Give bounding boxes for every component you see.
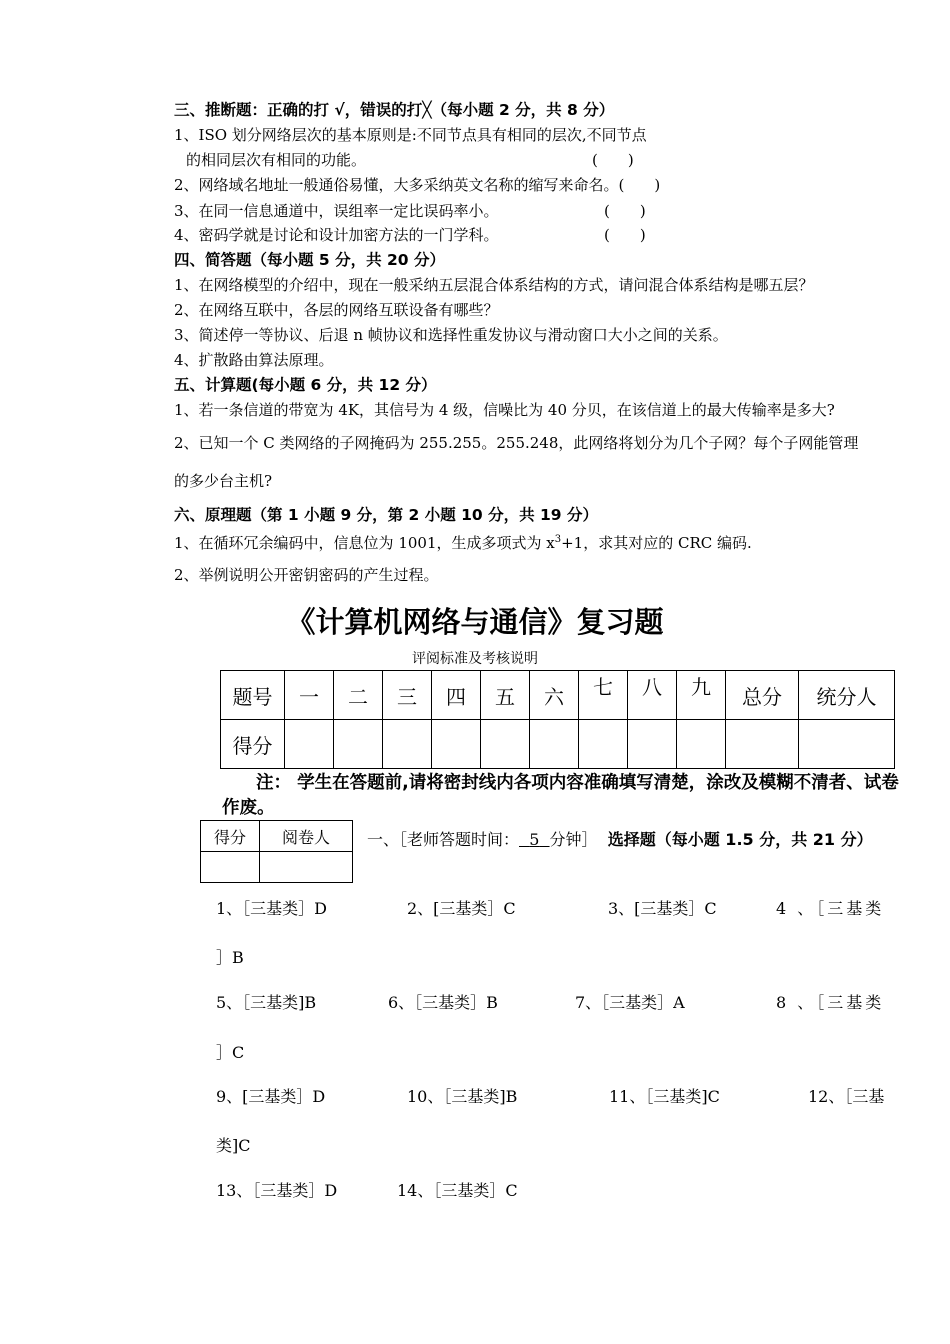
score-input-6[interactable]	[530, 720, 579, 769]
answer-8: 8 、［三基类	[776, 993, 885, 1012]
grader-score-label: 得分	[201, 821, 260, 852]
sec3-q3: 3、在同一信息通道中，误组率一定比误码率小。	[174, 202, 499, 220]
exam-note: 注： 学生在答题前,请将密封线内各项内容准确填写清楚，涂改及模糊不清者、试卷作废。	[222, 773, 899, 818]
answer-9: 9、[三基类］D	[216, 1087, 326, 1106]
grader-table	[200, 820, 353, 883]
score-cell-3: 三	[383, 671, 432, 720]
score-cell-label: 题号	[221, 671, 285, 720]
answer-10: 10、［三基类]B	[407, 1087, 518, 1106]
sec3-q1-paren: ( )	[592, 151, 634, 169]
sec3-q4: 4、密码学就是讨论和设计加密方法的一门学科。	[174, 226, 499, 244]
sec4-q1: 1、在网络模型的介绍中，现在一般采纳五层混合体系结构的方式，请问混合体系结构是哪五层？	[174, 276, 814, 294]
answer-13: 13、［三基类］D	[216, 1181, 338, 1200]
score-cell-5: 五	[481, 671, 530, 720]
sec6-q1: 1、在循环冗余编码中，信息位为 1001，生成多项式为 $x^3+1$，求其对应的 CRC 编码.	[174, 534, 752, 552]
answer-7: 7、［三基类］A	[575, 993, 685, 1012]
score-table	[220, 670, 895, 769]
sec3-q2: 2、网络域名地址一般通俗易懂，大多采纳英文名称的缩写来命名。( )	[174, 176, 661, 194]
answer-8-cont: ］C	[216, 1043, 245, 1062]
score-input-tallier[interactable]	[799, 720, 895, 769]
sec4-q4: 4、扩散路由算法原理。	[174, 351, 334, 369]
grader-reviewer-label: 阅卷人	[260, 821, 353, 852]
score-cell-4: 四	[432, 671, 481, 720]
answer-14: 14、［三基类］C	[397, 1181, 518, 1200]
page-title: 《计算机网络与通信》复习题	[286, 605, 664, 639]
answer-12: 12、［三基	[808, 1087, 885, 1106]
section6-heading: 六、原理题（第 1 小题 9 分，第 2 小题 10 分，共 19 分）	[174, 506, 598, 524]
section4-heading: 四、简答题（每小题 5 分，共 20 分）	[174, 251, 445, 269]
score-input-1[interactable]	[285, 720, 334, 769]
grader-reviewer-input[interactable]	[260, 852, 353, 883]
answer-12-cont: 类]C	[216, 1136, 251, 1155]
score-input-9[interactable]	[677, 720, 726, 769]
score-input-8[interactable]	[628, 720, 677, 769]
score-input-total[interactable]	[726, 720, 799, 769]
score-cell-7: 七	[579, 671, 628, 720]
score-input-2[interactable]	[334, 720, 383, 769]
section5-heading: 五、计算题(每小题 6 分，共 12 分）	[174, 376, 437, 394]
score-row-label: 得分	[221, 720, 285, 769]
score-cell-1: 一	[285, 671, 334, 720]
sec4-q3: 3、简述停一等协议、后退 n 帧协议和选择性重发协议与滑动窗口大小之间的关系。	[174, 326, 728, 344]
section3-heading: 三、推断题：正确的打 √，错误的打╳（每小题 2 分，共 8 分）	[174, 101, 615, 119]
answer-1: 1、［三基类］D	[216, 899, 328, 918]
score-cell-9: 九	[677, 671, 726, 720]
grader-score-input[interactable]	[201, 852, 260, 883]
score-input-5[interactable]	[481, 720, 530, 769]
score-cell-8: 八	[628, 671, 677, 720]
answer-4: 4 、［三基类	[776, 899, 885, 918]
score-table-score-row	[221, 720, 895, 769]
score-cell-2: 二	[334, 671, 383, 720]
sec3-q1-line2: 的相同层次有相同的功能。	[186, 151, 367, 169]
sec5-q2-line2: 的多少台主机?	[174, 472, 273, 490]
page-subtitle: 评阅标准及考核说明	[412, 651, 538, 667]
answer-6: 6、［三基类］B	[388, 993, 498, 1012]
sec5-q1: 1、若一条信道的带宽为 4K，其信号为 4 级，信噪比为 40 分贝，在该信道上的最大传输率是多大?	[174, 401, 835, 419]
score-cell-tallier: 统分人	[799, 671, 895, 720]
score-input-7[interactable]	[579, 720, 628, 769]
score-table-header-row	[221, 671, 895, 720]
sec3-q4-paren: ( )	[604, 226, 646, 244]
answer-2: 2、[三基类］C	[407, 899, 516, 918]
score-input-3[interactable]	[383, 720, 432, 769]
sec6-q2: 2、举例说明公开密钥密码的产生过程。	[174, 566, 439, 584]
sec3-q3-paren: ( )	[604, 202, 646, 220]
sec5-q2-line1: 2、已知一个 C 类网络的子网掩码为 255.255。255.248，此网络将划分为几个子网？每个子网能管理	[174, 434, 859, 452]
score-cell-6: 六	[530, 671, 579, 720]
score-cell-total: 总分	[726, 671, 799, 720]
sec3-q1-line1: 1、ISO 划分网络层次的基本原则是:不同节点具有相同的层次,不同节点	[174, 126, 647, 144]
answer-4-cont: ］B	[216, 948, 244, 967]
answer-11: 11、［三基类]C	[609, 1087, 720, 1106]
answer-3: 3、[三基类］C	[608, 899, 717, 918]
score-input-4[interactable]	[432, 720, 481, 769]
answer-5: 5、［三基类]B	[216, 993, 317, 1012]
sec4-q2: 2、在网络互联中，各层的网络互联设备有哪些？	[174, 301, 499, 319]
section1-heading: 一、［老师答题时间： 5 分钟］ 选择题（每小题 1.5 分，共 21 分）	[367, 830, 873, 849]
